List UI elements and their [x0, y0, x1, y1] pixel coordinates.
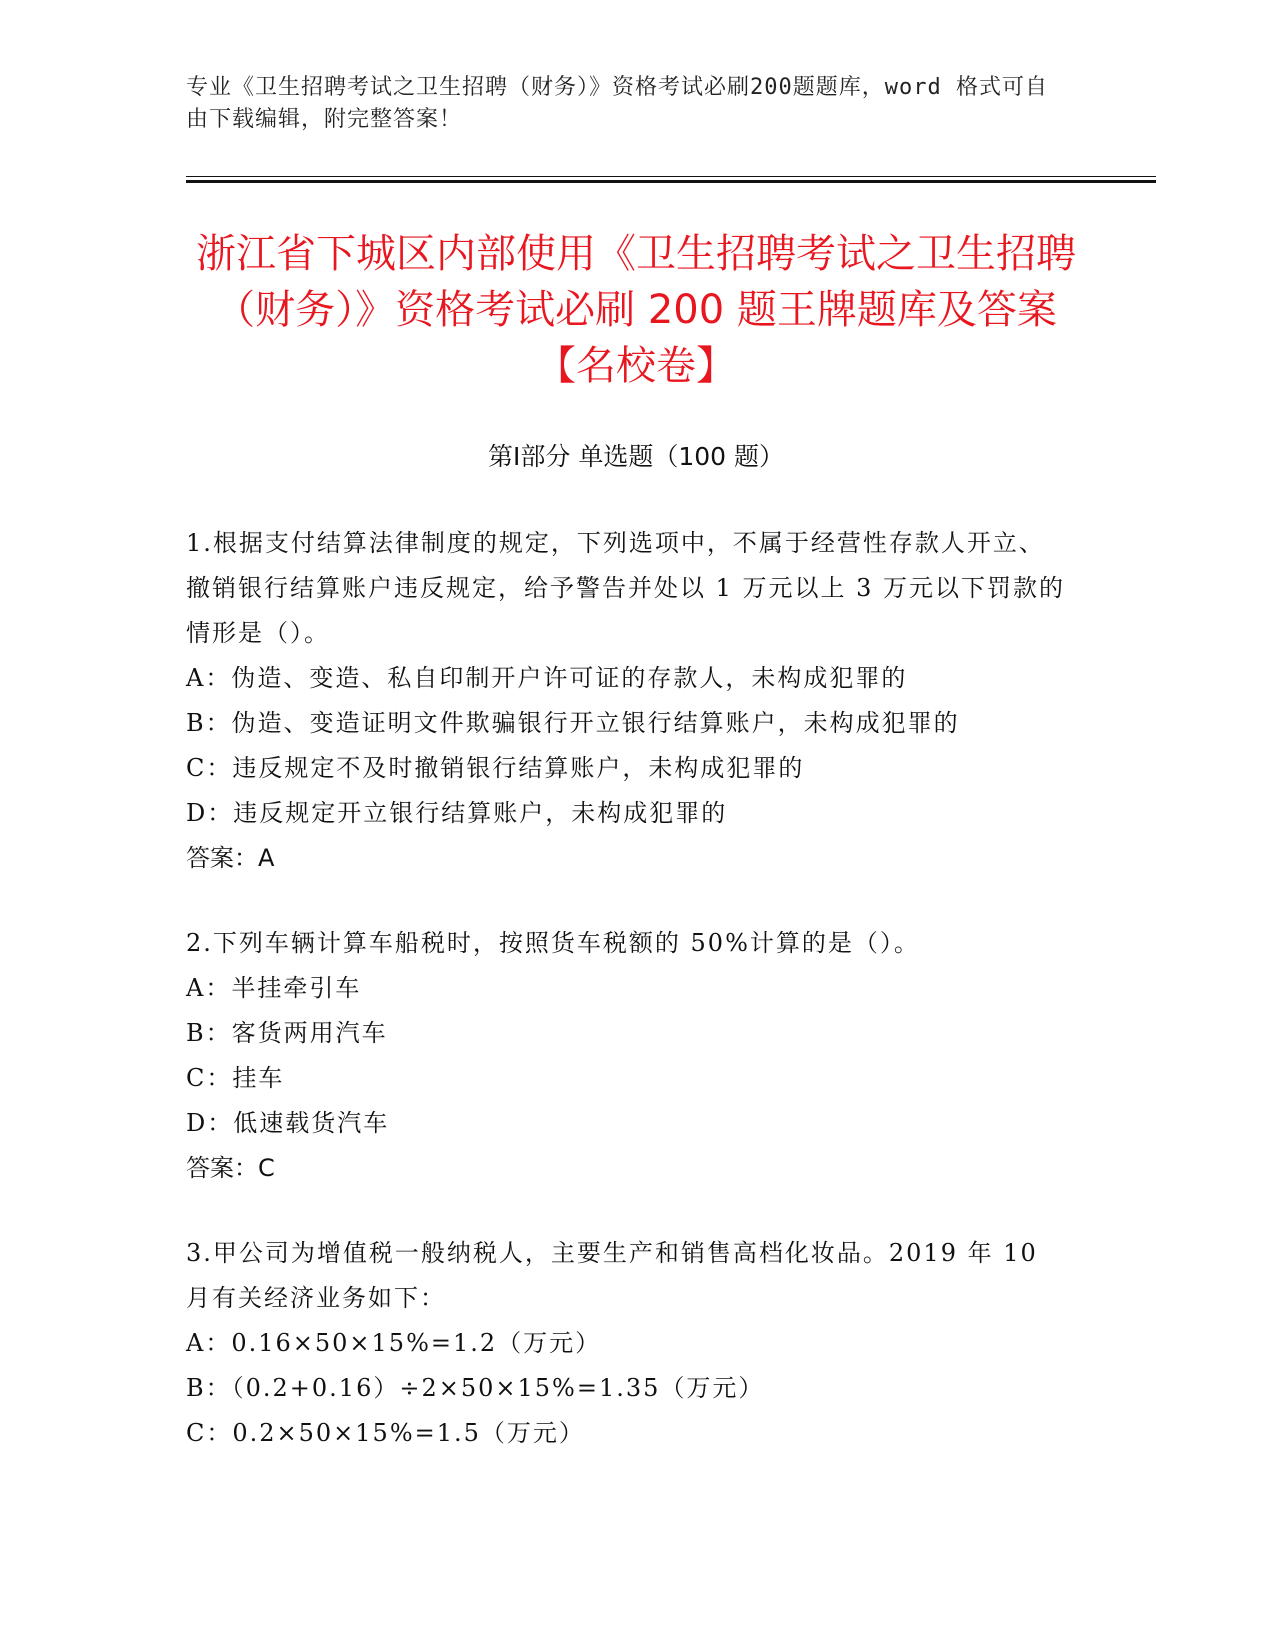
question-stem: 2.下列车辆计算车船税时，按照货车税额的 50%计算的是（）。 [186, 929, 920, 957]
question-option-a: A：伪造、变造、私自印制开户许可证的存款人，未构成犯罪的 [186, 664, 908, 692]
question-option-c: C：0.2×50×15%=1.5（万元） [186, 1419, 585, 1447]
question-answer: 答案：A [186, 844, 275, 872]
question-option-b: B：（0.2+0.16）÷2×50×15%=1.35（万元） [186, 1374, 765, 1402]
question-stem: 3.甲公司为增值税一般纳税人，主要生产和销售高档化妆品。2019 年 10 月有关经济业务如下： [186, 1239, 1038, 1312]
question-3 [186, 1231, 1066, 1456]
header-rule-thick [186, 180, 1156, 183]
question-stem: 1.根据支付结算法律制度的规定，下列选项中，不属于经营性存款人开立、撤销银行结算账户违反规定，给予警告并处以 1 万元以上 3 万元以下罚款的情形是（）。 [186, 529, 1066, 647]
question-option-d: D：违反规定开立银行结算账户，未构成犯罪的 [186, 799, 728, 827]
question-option-b: B：客货两用汽车 [186, 1019, 388, 1047]
question-1 [186, 521, 1066, 881]
header-rule-thin [186, 176, 1156, 177]
question-option-a: A：0.16×50×15%=1.2（万元） [186, 1329, 602, 1357]
question-answer: 答案：C [186, 1154, 275, 1182]
question-list [186, 521, 1066, 1496]
question-option-c: C：挂车 [186, 1064, 285, 1092]
section-title: 第Ⅰ部分 单选题（100 题） [488, 442, 784, 471]
document-title: 浙江省下城区内部使用《卫生招聘考试之卫生招聘（财务）》资格考试必刷 200 题王牌题库及答案【名校卷】 [196, 231, 1076, 389]
question-option-b: B：伪造、变造证明文件欺骗银行开立银行结算账户，未构成犯罪的 [186, 709, 960, 737]
question-2 [186, 921, 1066, 1191]
question-option-a: A：半挂牵引车 [186, 974, 362, 1002]
header-note: 专业《卫生招聘考试之卫生招聘（财务）》资格考试必刷200题题库，word 格式可自由下载编辑，附完整答案！ [186, 75, 1048, 132]
question-option-d: D：低速载货汽车 [186, 1109, 390, 1137]
question-option-c: C：违反规定不及时撤销银行结算账户，未构成犯罪的 [186, 754, 805, 782]
